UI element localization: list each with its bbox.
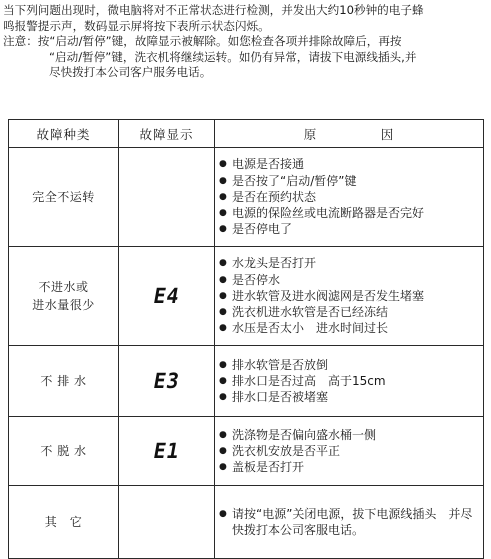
reason-item: ● 排水口是否被堵塞 <box>219 389 479 405</box>
reason-item: ● 洗涤物是否偏向盛水桶一侧 <box>219 427 479 443</box>
fault-name-line: 进水量很少 <box>32 298 95 312</box>
reason-item: ● 是否停电了 <box>219 221 479 237</box>
fault-reasons <box>215 486 484 559</box>
table-row <box>9 417 484 486</box>
fault-code <box>119 148 215 247</box>
fault-reasons <box>215 148 484 247</box>
fault-code: E3 <box>119 346 215 417</box>
reason-item: ● 电源是否接通 <box>219 156 479 172</box>
reason-item: ● 洗衣机进水软管是否已经冻结 <box>219 304 479 320</box>
fault-code: E1 <box>119 417 215 486</box>
fault-name-line: 不进水或 <box>38 280 89 294</box>
reason-item: ● 排水口是否过高 高于15cm <box>219 373 479 389</box>
reason-item: ● 水压是否太小 进水时间过长 <box>219 320 479 336</box>
intro-line: 鸣报警提示声，数码显示屏将按下表所示状态闪烁。 <box>3 18 270 33</box>
table-row <box>9 346 484 417</box>
fault-name: 完全不运转 <box>9 148 119 247</box>
reason-item: ● 是否按了“启动/暂停”键 <box>219 173 479 189</box>
reason-item: ● 盖板是否打开 <box>219 459 479 475</box>
intro-note-line: 注意：按“启动/暂停”键，故障显示被解除。如您检查各项并排除故障后，再按 <box>3 34 402 48</box>
table-row <box>9 486 484 559</box>
reason-item: ● 电源的保险丝或电流断路器是否完好 <box>219 205 479 221</box>
reason-item: ● 是否停水 <box>219 272 479 288</box>
table-row <box>9 148 484 247</box>
header-fault-type: 故障种类 <box>9 120 119 148</box>
intro-note-line: “启动/暂停”键，洗衣机将继续运转。如仍有异常，请拔下电源线插头,并 <box>49 49 417 64</box>
reason-item: ● 洗衣机安放是否平正 <box>219 443 479 459</box>
intro-line: 当下列问题出现时，微电脑将对不正常状态进行检测，并发出大约10秒钟的电子蜂 <box>3 3 424 17</box>
fault-reasons <box>215 346 484 417</box>
reason-item: ● 水龙头是否打开 <box>219 255 479 271</box>
intro-note-line: 尽快拨打本公司客户服务电话。 <box>49 65 212 79</box>
fault-name: 不 脱 水 <box>9 417 119 486</box>
fault-reasons <box>215 247 484 346</box>
reason-item: ● 进水软管及进水阀滤网是否发生堵塞 <box>219 288 479 304</box>
fault-code: E4 <box>119 247 215 346</box>
table-row <box>9 247 484 346</box>
table-header-row <box>9 120 484 148</box>
header-cause: 原 因 <box>215 120 484 148</box>
reason-item: ● 排水软管是否放倒 <box>219 357 479 373</box>
fault-table <box>8 119 484 559</box>
intro-text <box>3 3 489 81</box>
header-fault-display: 故障显示 <box>119 120 215 148</box>
reason-item: ● 请按“电源”关闭电源，拔下电源线插头 并尽快拨打本公司客服电话。 <box>219 506 479 538</box>
fault-code <box>119 486 215 559</box>
fault-name: 其 它 <box>9 486 119 559</box>
reason-item: ● 是否在预约状态 <box>219 189 479 205</box>
fault-name <box>9 247 119 346</box>
fault-name: 不 排 水 <box>9 346 119 417</box>
fault-reasons <box>215 417 484 486</box>
